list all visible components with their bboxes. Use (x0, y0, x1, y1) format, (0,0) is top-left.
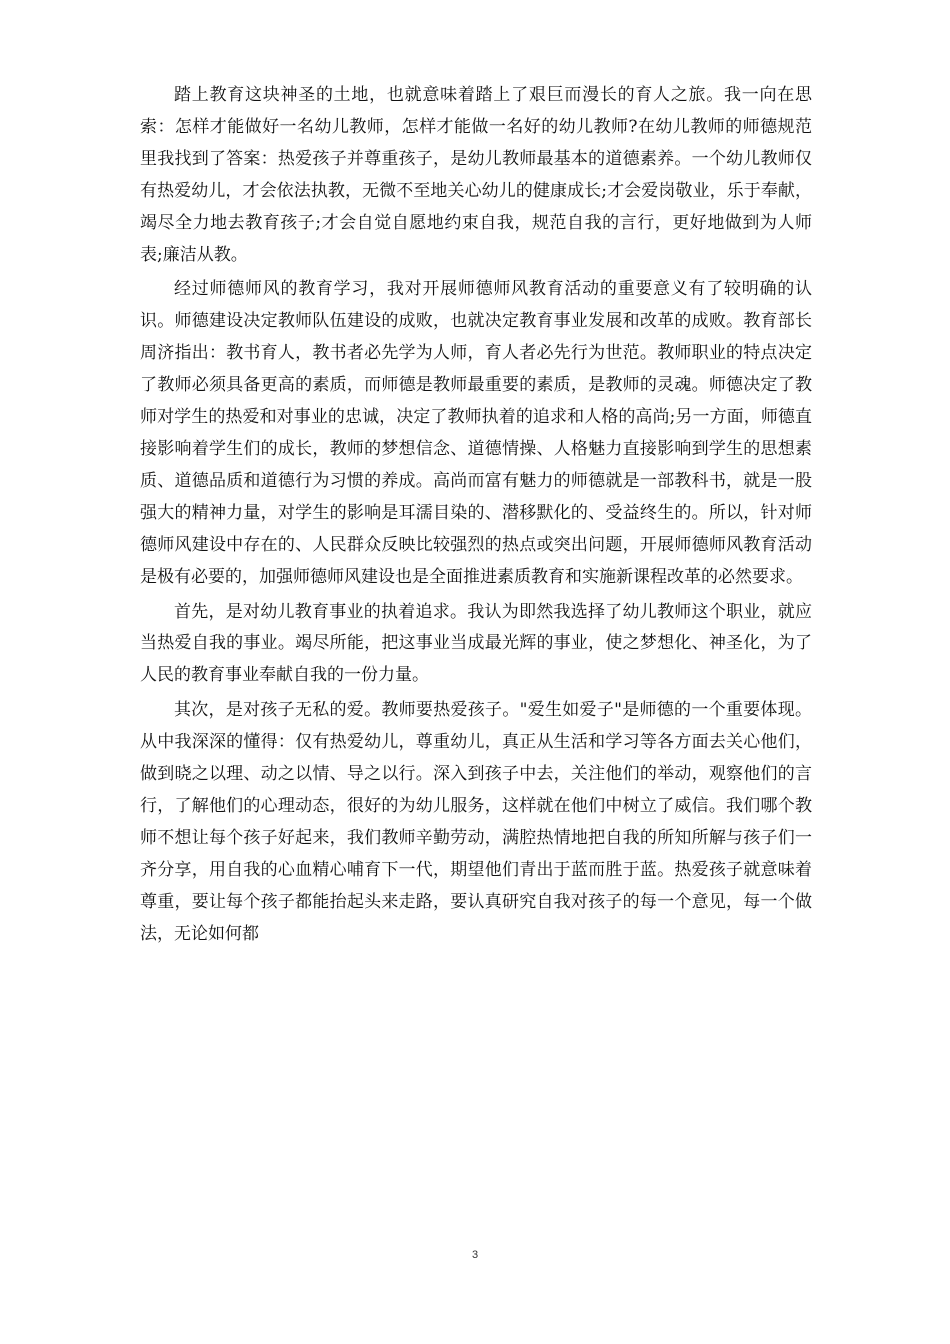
page-number: 3 (471, 1249, 479, 1261)
paragraph-4: 其次，是对孩子无私的爱。教师要热爱孩子。"爱生如爱子"是师德的一个重要体现。从中我深深的懂得：仅有热爱幼儿，尊重幼儿，真正从生活和学习等各方面去关心他们，做到晓之以理、动之以情、导之以行。深入到孩子中去，关注他们的举动，观察他们的言行，了解他们的心理动态，很好的为幼儿服务，这样就在他们中树立了威信。我们哪个教师不想让每个孩子好起来，我们教师辛勤劳动，满腔热情地把自我的所知所解与孩子们一齐分享，用自我的心血精心哺育下一代，期望他们青出于蓝而胜于蓝。热爱孩子就意味着尊重，要让每个孩子都能抬起头来走路，要认真研究自我对孩子的每一个意见，每一个做法，无论如何都 (140, 700, 812, 944)
paragraph-1: 踏上教育这块神圣的土地，也就意味着踏上了艰巨而漫长的育人之旅。我一向在思索：怎样才能做好一名幼儿教师，怎样才能做一名好的幼儿教师?在幼儿教师的师德规范里我找到了答案：热爱孩子并尊重孩子，是幼儿教师最基本的道德素养。一个幼儿教师仅有热爱幼儿，才会依法执教，无微不至地关心幼儿的健康成长;才会爱岗敬业，乐于奉献，竭尽全力地去教育孩子;才会自觉自愿地约束自我，规范自我的言行，更好地做到为人师表;廉洁从教。 (140, 85, 812, 265)
paragraph-3: 首先，是对幼儿教育事业的执着追求。我认为即然我选择了幼儿教师这个职业，就应当热爱自我的事业。竭尽所能，把这事业当成最光辉的事业，使之梦想化、神圣化，为了人民的教育事业奉献自我的一份力量。 (140, 601, 812, 686)
paragraph-2: 经过师德师风的教育学习，我对开展师德师风教育活动的重要意义有了较明确的认识。师德建设决定教师队伍建设的成败，也就决定教育事业发展和改革的成败。教育部长周济指出：教书育人，教书者必先学为人师，育人者必先行为世范。教师职业的特点决定了教师必须具备更高的素质，而师德是教师最重要的素质，是教师的灵魂。师德决定了教师对学生的热爱和对事业的忠诚，决定了教师执着的追求和人格的高尚;另一方面，师德直接影响着学生们的成长，教师的梦想信念、道德情操、人格魅力直接影响到学生的思想素质、道德品质和道德行为习惯的养成。高尚而富有魅力的师德就是一部教科书，就是一股强大的精神力量，对学生的影响是耳濡目染的、潜移默化的、受益终生的。所以，针对师德师风建设中存在的、人民群众反映比较强烈的热点或突出问题，开展师德师风教育活动是极有必要的，加强师德师风建设也是全面推进素质教育和实施新课程改革的必然要求。 (140, 279, 812, 587)
document-body (140, 80, 812, 953)
